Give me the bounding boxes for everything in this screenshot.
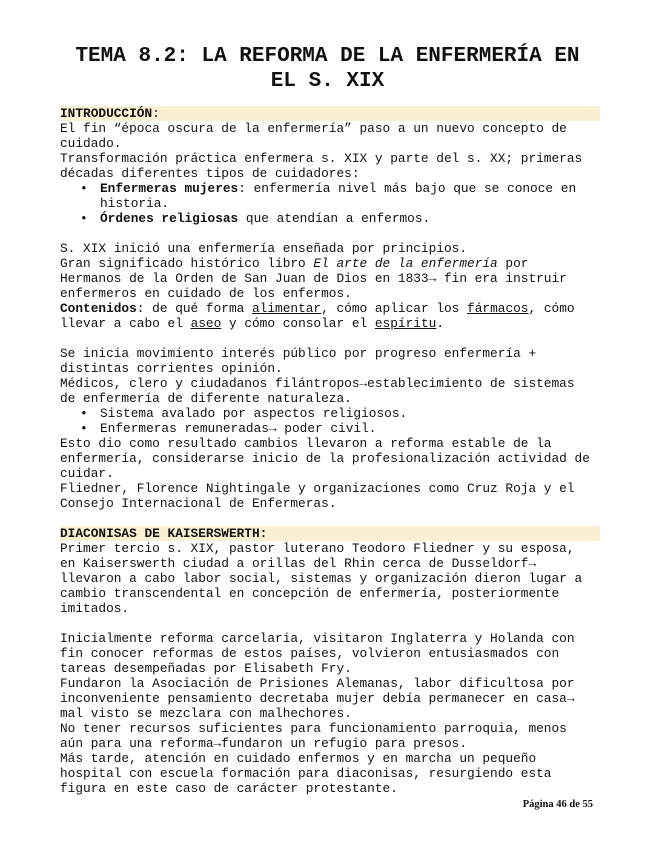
text-line bbox=[60, 271, 600, 286]
text-line bbox=[60, 166, 600, 181]
text-run: de enfermería de diferente naturaleza. bbox=[60, 391, 352, 406]
text-run: Fundaron la Asociación de Prisiones Alemanas, labor dificultosa por bbox=[60, 676, 575, 691]
text-run: distintas corrientes opinión. bbox=[60, 361, 283, 376]
bullet-icon: • bbox=[80, 211, 88, 226]
text-run: S. XIX inició una enfermería enseñada por principios. bbox=[60, 241, 468, 256]
text-run: llevar a cabo el bbox=[60, 316, 191, 331]
text-run: y cómo consolar el bbox=[221, 316, 375, 331]
bold-text: Enfermeras mujeres bbox=[100, 181, 239, 196]
text-run: Fliedner, Florence Nightingale y organizaciones como Cruz Roja y el bbox=[60, 481, 575, 496]
bold-text: Órdenes religiosas bbox=[100, 211, 239, 226]
text-line bbox=[60, 376, 600, 391]
text-run: : bbox=[152, 106, 160, 121]
text-line bbox=[60, 451, 600, 466]
text-run: Esto dio como resultado cambios llevaron a reforma estable de la bbox=[60, 436, 552, 451]
text-run: Primer tercio s. XIX, pastor luterano Teodoro Fliedner y su esposa, bbox=[60, 541, 575, 556]
text-line bbox=[60, 346, 600, 361]
text-run: llevaron a cabo labor social, sistemas y organización dieron lugar a bbox=[60, 571, 583, 586]
underlined-text: aseo bbox=[190, 316, 222, 331]
text-line bbox=[60, 496, 600, 511]
underlined-text: alimentar bbox=[252, 301, 322, 316]
page-number: Página 46 de 55 bbox=[522, 799, 593, 810]
text-run: cuidado. bbox=[60, 136, 122, 151]
text-run: figura en este caso de carácter protestante. bbox=[60, 781, 398, 796]
text-run: cuidar. bbox=[60, 466, 114, 481]
text-run: inconveniente pensamiento decretaba mujer debía permanecer en casa→ bbox=[60, 691, 575, 706]
italic-text: El arte de la enfermería bbox=[313, 256, 498, 271]
text-line bbox=[60, 631, 600, 646]
bullet-icon: • bbox=[80, 406, 88, 421]
text-line bbox=[60, 571, 600, 586]
text-line bbox=[60, 136, 600, 151]
bullet-icon: • bbox=[80, 421, 88, 436]
text-line bbox=[60, 601, 600, 616]
text-line bbox=[60, 241, 600, 256]
text-run: Sistema avalado por aspectos religiosos. bbox=[100, 406, 408, 421]
text-line bbox=[60, 466, 600, 481]
text-run: El fin “época oscura de la enfermería” paso a un nuevo concepto de bbox=[60, 121, 567, 136]
text-run: historia. bbox=[100, 196, 170, 211]
text-run: Inicialmente reforma carcelaria, visitaron Inglaterra y Holanda con bbox=[60, 631, 575, 646]
text-line bbox=[60, 706, 600, 721]
text-run: No tener recursos suficientes para funcionamiento parroquia, menos bbox=[60, 721, 567, 736]
text-run: hospital con escuela formación para diaconisas, resurgiendo esta bbox=[60, 766, 552, 781]
text-run: enfermeros en cuidado de los enfermos. bbox=[60, 286, 352, 301]
text-run: Enfermeras remuneradas→ poder civil. bbox=[100, 421, 377, 436]
text-run: Hermanos de la Orden de San Juan de Dios en 1833→ fin era instruir bbox=[60, 271, 567, 286]
text-run: , cómo bbox=[528, 301, 575, 316]
text-line bbox=[60, 151, 600, 166]
text-line bbox=[60, 661, 600, 676]
text-run: que atendían a enfermos. bbox=[238, 211, 431, 226]
text-run: fin conocer reformas de estos países, volvieron entusiasmados con bbox=[60, 646, 560, 661]
bullet-item bbox=[60, 211, 600, 226]
text-line bbox=[60, 391, 600, 406]
text-line bbox=[60, 766, 600, 781]
text-line bbox=[60, 736, 600, 751]
text-line bbox=[60, 586, 600, 601]
text-line bbox=[60, 781, 600, 796]
text-run: por bbox=[497, 256, 529, 271]
bold-text: Contenidos bbox=[60, 301, 137, 316]
blank-line bbox=[60, 616, 600, 631]
text-run: , cómo aplicar los bbox=[321, 301, 468, 316]
text-run: . bbox=[436, 316, 444, 331]
text-run: mal visto se mezclara con malhechores. bbox=[60, 706, 352, 721]
text-run: Gran significado histórico libro bbox=[60, 256, 314, 271]
text-run: Más tarde, atención en cuidado enfermos y en marcha un pequeño bbox=[60, 751, 537, 766]
text-run: DIACONISAS DE KAISERSWERTH: bbox=[60, 526, 268, 541]
text-line bbox=[60, 196, 600, 211]
document-body bbox=[60, 106, 600, 796]
blank-line bbox=[60, 226, 600, 241]
blank-line bbox=[60, 511, 600, 526]
bullet-icon: • bbox=[80, 181, 88, 196]
section-heading bbox=[60, 106, 600, 121]
text-run: Médicos, clero y ciudadanos filántropos→establecimiento de sistemas bbox=[60, 376, 575, 391]
text-line bbox=[60, 121, 600, 136]
text-line bbox=[60, 721, 600, 736]
text-line bbox=[60, 316, 600, 331]
text-run: en Kaiserswerth ciudad a orillas del Rhin cerca de Dusseldorf→ bbox=[60, 556, 537, 571]
text-line bbox=[60, 436, 600, 451]
blank-line bbox=[60, 331, 600, 346]
text-line bbox=[60, 301, 600, 316]
text-line bbox=[60, 541, 600, 556]
underlined-text: fármacos bbox=[467, 301, 529, 316]
text-line bbox=[60, 256, 600, 271]
text-run: imitados. bbox=[60, 601, 130, 616]
text-line bbox=[60, 691, 600, 706]
text-run: Se inicia movimiento interés público por progreso enfermería + bbox=[60, 346, 537, 361]
text-line bbox=[60, 646, 600, 661]
text-run: Transformación práctica enfermera s. XIX y parte del s. XX; primeras bbox=[60, 151, 583, 166]
section-heading bbox=[60, 526, 600, 541]
text-run: tareas desempeñadas por Elisabeth Fry. bbox=[60, 661, 352, 676]
text-line bbox=[60, 481, 600, 496]
title-line-2: EL S. XIX bbox=[270, 70, 385, 93]
text-run: aún para una reforma→fundaron un refugio para presos. bbox=[60, 736, 468, 751]
text-line bbox=[60, 286, 600, 301]
text-line bbox=[60, 361, 600, 376]
text-line bbox=[60, 556, 600, 571]
bullet-item bbox=[60, 181, 600, 196]
text-line bbox=[60, 676, 600, 691]
document-title bbox=[0, 44, 655, 94]
title-line-1: TEMA 8.2: LA REFORMA DE LA ENFERMERÍA EN bbox=[75, 45, 580, 68]
bullet-item bbox=[60, 406, 600, 421]
text-run: INTRODUCCIÓN bbox=[60, 106, 153, 121]
bullet-item bbox=[60, 421, 600, 436]
text-run: cambio transcendental en concepción de enfermería, posteriormente bbox=[60, 586, 560, 601]
text-run: enfermería, considerarse inicio de la profesionalización actividad de bbox=[60, 451, 590, 466]
text-line bbox=[60, 751, 600, 766]
text-run: décadas diferentes tipos de cuidadores: bbox=[60, 166, 360, 181]
underlined-text: espíritu bbox=[374, 316, 437, 331]
text-run: : enfermería nivel más bajo que se conoce en bbox=[238, 181, 577, 196]
text-run: : de qué forma bbox=[136, 301, 252, 316]
text-run: Consejo Internacional de Enfermeras. bbox=[60, 496, 337, 511]
